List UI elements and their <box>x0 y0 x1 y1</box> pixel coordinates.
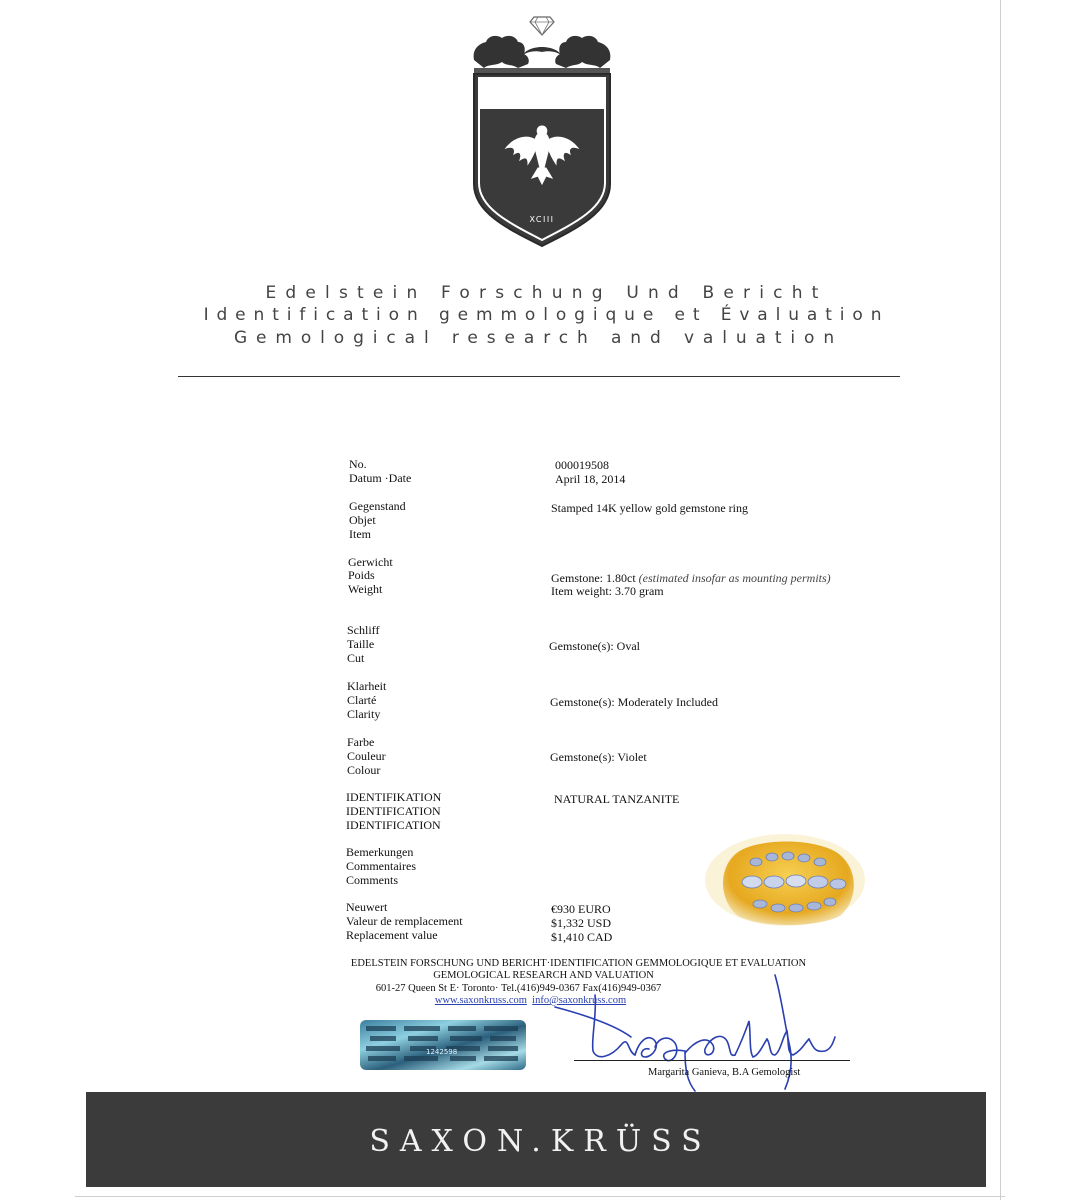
ring-photo <box>690 832 870 932</box>
value-euro: €930 EURO <box>551 902 611 916</box>
colour-value: Gemstone(s): Violet <box>550 750 647 764</box>
date-value: April 18, 2014 <box>555 472 626 486</box>
clarity-value: Gemstone(s): Moderately Included <box>550 695 718 709</box>
griffins-icon <box>474 36 611 68</box>
header-line-german: Edelstein Forschung Und Bericht <box>265 283 828 303</box>
email-link[interactable]: info@saxonkruss.com <box>532 995 627 1006</box>
clarity-label-en: Clarity <box>347 707 381 721</box>
ident-value: NATURAL TANZANITE <box>554 792 680 806</box>
value-usd: $1,332 USD <box>551 916 612 930</box>
header-divider <box>178 376 900 377</box>
footer-tagline: GEMOLOGICAL RESEARCH AND VALUATION <box>433 970 654 981</box>
clarity-label-fr: Clarté <box>347 693 377 707</box>
colour-label-en: Colour <box>347 763 381 777</box>
value-label-en: Replacement value <box>346 928 438 942</box>
weight-gemstone-value: Gemstone: 1.80ct (estimated insofar as mounting permits) <box>551 571 831 585</box>
ident-label-fr: IDENTIFICATION <box>346 804 441 818</box>
crest-logo <box>462 8 622 253</box>
signature-line <box>574 1060 850 1061</box>
item-label-en: Item <box>349 527 371 541</box>
cut-label-fr: Taille <box>347 637 375 651</box>
ident-label-de: IDENTIFIKATION <box>346 790 442 804</box>
diamond-icon <box>530 17 554 35</box>
number-value: 000019508 <box>555 458 609 472</box>
footer-address: 601-27 Queen St E· Toronto· Tel.(416)949-0367 Fax(416)949-0367 <box>375 983 662 994</box>
weight-label-fr: Poids <box>348 568 375 582</box>
website-link[interactable]: www.saxonkruss.com <box>434 995 527 1006</box>
weight-label-de: Gerwicht <box>348 555 393 569</box>
weight-item-value: Item weight: 3.70 gram <box>551 584 664 598</box>
weight-label-en: Weight <box>348 582 383 596</box>
footer-company-line: EDELSTEIN FORSCHUNG UND BERICHT·IDENTIFICATION GEMMOLOGIQUE ET EVALUATION <box>350 958 807 969</box>
clarity-label-de: Klarheit <box>347 679 387 693</box>
brand-name: SAXON.KRÜSS <box>369 1124 712 1159</box>
value-cad: $1,410 CAD <box>551 930 613 944</box>
page-edge-bottom <box>75 1196 1005 1197</box>
value-label-de: Neuwert <box>346 900 388 914</box>
cut-label-de: Schliff <box>347 623 380 637</box>
item-label-fr: Objet <box>349 513 376 527</box>
cut-value: Gemstone(s): Oval <box>549 639 640 653</box>
comments-label-de: Bemerkungen <box>346 845 414 859</box>
page-edge-right <box>1000 0 1001 1200</box>
header-line-french: Identification gemmologique et Évaluation <box>203 305 890 325</box>
header-line-english: Gemological research and valuation <box>233 328 843 348</box>
comments-label-fr: Commentaires <box>346 859 416 873</box>
value-label-fr: Valeur de remplacement <box>346 914 463 928</box>
hologram-serial: 1242598 <box>426 1048 458 1056</box>
date-label: Datum ·Date <box>349 471 412 485</box>
cut-label-en: Cut <box>347 651 365 665</box>
ident-label-en: IDENTIFICATION <box>346 818 441 832</box>
item-value: Stamped 14K yellow gold gemstone ring <box>551 501 748 515</box>
comments-label-en: Comments <box>346 873 399 887</box>
signatory-name: Margarita Ganieva, B.A Gemologist <box>648 1067 801 1078</box>
colour-label-fr: Couleur <box>347 749 386 763</box>
colour-label-de: Farbe <box>347 735 375 749</box>
hologram-sticker <box>360 1020 526 1070</box>
crest-numeral: XCIII <box>529 215 555 224</box>
item-label-de: Gegenstand <box>349 499 406 513</box>
weight-note: (estimated insofar as mounting permits) <box>638 571 831 585</box>
number-label: No. <box>349 457 367 471</box>
